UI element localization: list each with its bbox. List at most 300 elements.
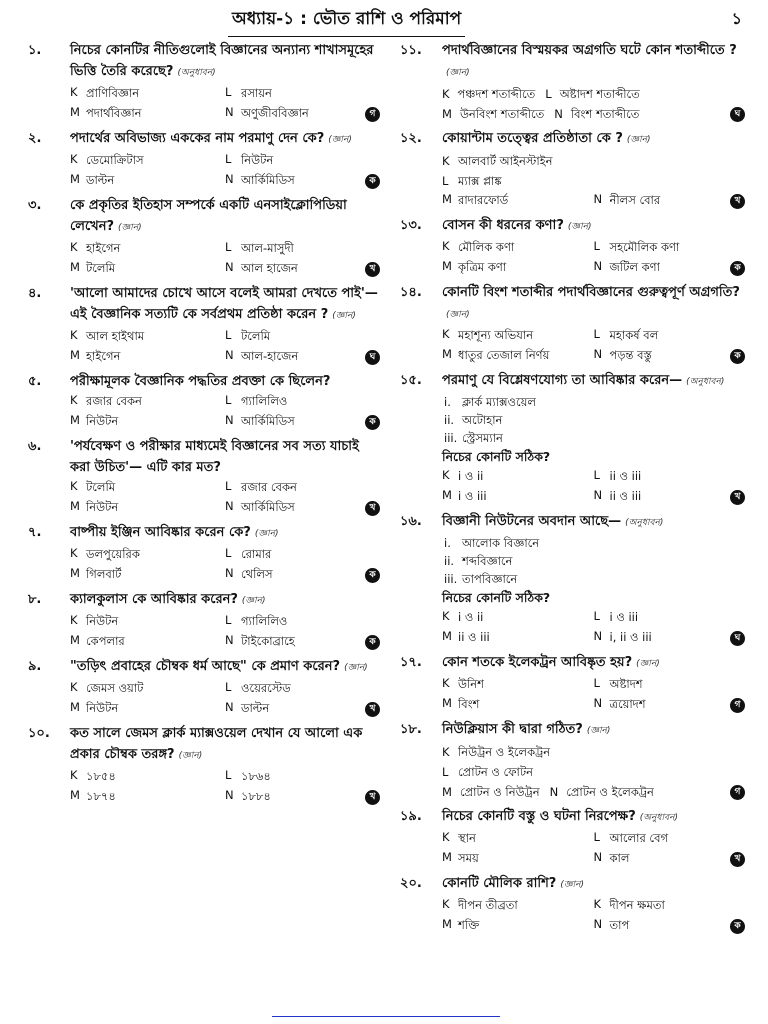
option-text: আর্কিমিডিস: [241, 499, 295, 514]
option-text: উনিশ: [458, 676, 484, 691]
question-number: ৪.: [28, 286, 42, 301]
option-line: [442, 171, 745, 191]
option-letter: K: [70, 239, 78, 254]
option-row: [70, 392, 380, 412]
question-text: [442, 40, 745, 84]
statement-number: iii.: [444, 431, 458, 445]
option: [442, 327, 594, 346]
option: [70, 260, 225, 279]
option: [442, 259, 594, 278]
option: [594, 192, 746, 211]
option-row: [70, 767, 380, 787]
question-body: [70, 436, 380, 518]
question-body: [70, 522, 380, 585]
question-number: ২০.: [400, 876, 422, 891]
option-text: টলেমি: [86, 479, 116, 494]
option-letter: L: [593, 467, 600, 482]
options: [442, 608, 745, 648]
option-letter: M: [70, 259, 80, 274]
option-text: জেমস ওয়াট: [86, 680, 144, 695]
option: [225, 152, 380, 171]
question-stem: পরীক্ষামূলক বৈজ্ঞানিক পদ্ধতির প্রবক্তা কে ছিলেন?: [70, 374, 331, 389]
option: [442, 239, 594, 258]
option: [594, 609, 746, 628]
question: [400, 40, 745, 124]
option: [70, 240, 225, 259]
question-stem: পদার্থের অবিভাজ্য এককের নাম পরমাণু দেন কে?: [70, 131, 325, 146]
option-text: উনবিংশ শতাব্দীতে: [459, 107, 545, 121]
option-letter: K: [442, 608, 450, 623]
option: [70, 788, 225, 807]
option-letter: N: [593, 258, 603, 273]
option-row: [442, 829, 745, 849]
option: [225, 768, 380, 787]
question-text: [70, 283, 380, 327]
option-letter: N: [593, 628, 603, 643]
question-stem: কোনটি মৌলিক রাশি?: [442, 876, 557, 891]
option-letter: L: [442, 765, 449, 779]
question-number: ১৪.: [400, 285, 422, 300]
question-number: ১০.: [28, 726, 50, 741]
difficulty-tag: (জ্ঞান): [446, 68, 470, 78]
options: [70, 612, 380, 652]
option: [70, 328, 225, 347]
option: [594, 897, 746, 916]
option: [594, 327, 746, 346]
option-text: আল-মাসুদী: [241, 240, 294, 255]
answer-badge: খ: [365, 790, 380, 805]
option-text: কেপলার: [86, 633, 125, 648]
option-letter: K: [70, 151, 78, 166]
option-row: [442, 628, 745, 648]
option-text: ডাল্টন: [86, 172, 115, 187]
option-row: [70, 347, 380, 367]
difficulty-tag: (জ্ঞান): [241, 596, 266, 606]
option-row: [70, 612, 380, 632]
footer-link[interactable]: [272, 996, 500, 1017]
option-letter: N: [593, 916, 603, 931]
difficulty-tag: (অনুধাবন): [177, 68, 216, 78]
statement-text: ক্লার্ক ম্যাক্সওয়েল: [462, 395, 536, 409]
option: [70, 613, 225, 632]
options: [442, 84, 745, 124]
option-text: তাপ: [609, 917, 630, 932]
option-text: ১৮৬৪: [241, 768, 271, 783]
question-stem: নিচের কোনটি বস্তু ও ঘটনা নিরপেক্ষ?: [442, 809, 636, 824]
option-letter: M: [442, 191, 452, 206]
option: [70, 413, 225, 432]
question-text: [70, 40, 380, 84]
option: [442, 676, 594, 695]
question-body: [70, 40, 380, 124]
option-text: টলেমি: [86, 260, 116, 275]
option-letter: N: [225, 259, 234, 274]
option-letter: L: [225, 84, 232, 99]
question-body: [442, 40, 745, 124]
options: [70, 392, 380, 432]
question-stem: পদার্থবিজ্ঞানের বিস্ময়কর অগ্রগতি ঘটে কোন শতাব্দীতে ?: [442, 43, 737, 58]
question: [28, 656, 380, 719]
option-text: নীলস বোর: [609, 192, 661, 207]
option-row: [442, 258, 745, 278]
option-text: i ও ii: [458, 468, 484, 483]
option: [225, 479, 380, 498]
option-row: [442, 675, 745, 695]
option-letter: M: [70, 787, 80, 802]
question: [400, 215, 745, 278]
option-text: থেলিস: [241, 566, 273, 581]
question-body: [442, 282, 745, 366]
option-text: ১৮৭৪: [86, 788, 116, 803]
option-text: ডাল্টন: [241, 700, 270, 715]
difficulty-tag: (জ্ঞান): [626, 135, 651, 145]
option-row: [70, 699, 380, 719]
option: [225, 633, 380, 652]
option-letter: K: [70, 478, 78, 493]
question-body: [70, 656, 380, 719]
option-letter: L: [442, 174, 449, 188]
statement-text: আলোক বিজ্ঞানে: [462, 536, 540, 550]
option-text: রজার বেকন: [241, 479, 297, 494]
option-letter: N: [593, 487, 603, 502]
statement: [442, 534, 745, 552]
question-text: [442, 370, 745, 393]
answer-badge: গ: [365, 107, 380, 122]
option-text: ১৮৫৪: [86, 768, 116, 783]
option: [594, 347, 746, 366]
option-letter: L: [225, 612, 232, 627]
difficulty-tag: (জ্ঞান): [446, 310, 470, 320]
question: [400, 128, 745, 211]
option: [594, 830, 746, 849]
option-letter: N: [549, 785, 559, 799]
option-letter: N: [225, 787, 234, 802]
answer-badge: ক: [365, 568, 380, 583]
option: [442, 609, 594, 628]
question-text: [70, 656, 380, 679]
statement: [442, 570, 745, 588]
option-letter: K: [442, 154, 450, 168]
question-number: ১৬.: [400, 514, 422, 529]
option-letter: M: [70, 412, 80, 427]
option-letter: K: [442, 829, 450, 844]
option-text: ধাতুর তেজাল নির্ণয়: [458, 347, 550, 362]
question-text: [70, 371, 380, 392]
answer-badge: ক: [730, 349, 745, 364]
difficulty-tag: (অনুধাবন): [686, 377, 725, 387]
difficulty-tag: (জ্ঞান): [118, 223, 142, 233]
option: [70, 172, 225, 191]
question: [28, 589, 380, 652]
option: [442, 850, 594, 869]
option: [442, 347, 594, 366]
statement-text: অটোহান: [462, 413, 503, 427]
question-text: [70, 589, 380, 612]
question-stem: "তড়িৎ প্রবাহের চৌম্বক ধর্ম আছে" কে প্রমাণ করেন?: [70, 659, 341, 674]
option-letter: N: [554, 107, 563, 121]
question-number: ১৩.: [400, 218, 422, 233]
option: [594, 629, 746, 648]
question-text: [442, 873, 745, 896]
option-letter: K: [442, 675, 450, 690]
option: [225, 260, 380, 279]
answer-badge: ঘ: [365, 350, 380, 365]
question: [400, 282, 745, 366]
option: [594, 696, 746, 715]
option-row: [442, 487, 745, 507]
options: [70, 767, 380, 807]
statement-number: ii.: [444, 413, 455, 427]
option-letter: M: [70, 104, 80, 119]
option-text: কাল: [609, 850, 630, 865]
question-number: ১৯.: [400, 809, 422, 824]
question-stem: নিচের কোনটির নীতিগুলোই বিজ্ঞানের অন্যান্য শাখাসমূহের ভিত্তি তৈরি করেছে?: [70, 43, 374, 79]
option-text: আর্কিমিডিস: [241, 172, 295, 187]
question: [400, 806, 745, 869]
option-row: [442, 896, 745, 916]
option-letter: N: [225, 632, 234, 647]
option-letter: K: [70, 392, 78, 407]
option-letter: N: [593, 346, 603, 361]
question-text: [442, 215, 745, 238]
options: [442, 151, 745, 211]
option-text: দীপন ক্ষমতা: [609, 897, 665, 912]
option-row: [70, 151, 380, 171]
option-letter: L: [225, 327, 232, 342]
option-text: নিউটন: [86, 613, 119, 628]
question-body: [70, 371, 380, 432]
option-letter: L: [593, 675, 600, 690]
question-number: ১৮.: [400, 722, 422, 737]
option: [442, 897, 594, 916]
option: [225, 393, 380, 412]
options: [70, 84, 380, 124]
question: [400, 873, 745, 936]
option-letter: L: [225, 151, 232, 166]
option-text: টলেমি: [241, 328, 271, 343]
option-row: [442, 326, 745, 346]
option-text: প্রোটন ও ফোটন: [458, 765, 534, 779]
option-letter: M: [70, 171, 80, 186]
answer-badge: ক: [365, 635, 380, 650]
option-letter: K: [442, 238, 450, 253]
option-row: [70, 259, 380, 279]
question-text: [70, 128, 380, 151]
question-body: [442, 806, 745, 869]
option-text: নিউটন: [86, 413, 119, 428]
option-line: [442, 84, 745, 104]
option: [442, 629, 594, 648]
option: [225, 613, 380, 632]
page-number: ১: [731, 9, 742, 28]
option-text: গিলবার্ট: [86, 566, 122, 581]
option-row: [70, 171, 380, 191]
question-number: ৭.: [28, 525, 42, 540]
question-number: ১১.: [400, 43, 422, 58]
option-text: নিউটন: [86, 700, 119, 715]
option-letter: K: [442, 326, 450, 341]
option-line: [442, 782, 745, 802]
option-row: [442, 695, 745, 715]
statement-text: তাপবিজ্ঞানে: [462, 572, 518, 586]
question-text: [442, 806, 745, 829]
option-text: অষ্টাদশ শতাব্দীতে: [559, 87, 640, 101]
option-text: i ও iii: [458, 488, 487, 503]
option: [594, 676, 746, 695]
option-letter: N: [593, 849, 603, 864]
option-text: আলোর বেগ: [609, 830, 669, 845]
difficulty-tag: (অনুধাবন): [639, 813, 678, 823]
option-row: [70, 412, 380, 432]
answer-badge: খ: [730, 194, 745, 209]
option: [70, 393, 225, 412]
option-text: সময়: [458, 850, 479, 865]
option-text: দীপন তীব্রতা: [458, 897, 518, 912]
question: [400, 370, 745, 507]
option: [225, 499, 380, 518]
question-text: [442, 282, 745, 326]
option: [70, 546, 225, 565]
statement: [442, 429, 745, 447]
option-text: আল-হাজেন: [241, 348, 299, 363]
option-text: রসায়ন: [241, 85, 272, 100]
option: [594, 917, 746, 936]
question-stem: কে প্রকৃতির ইতিহাস সম্পর্কে একটি এনসাইক্লোপিডিয়া লেখেন?: [70, 198, 347, 234]
question-body: [442, 652, 745, 715]
question-number: ৬.: [28, 439, 42, 454]
answer-badge: গ: [730, 698, 745, 713]
option-letter: L: [225, 478, 232, 493]
option-row: [70, 632, 380, 652]
difficulty-tag: (জ্ঞান): [560, 880, 584, 890]
option-letter: M: [70, 699, 80, 714]
difficulty-tag: (জ্ঞান): [344, 663, 368, 673]
option-text: হাইগেন: [86, 348, 121, 363]
option-text: i ও iii: [609, 609, 639, 624]
answer-badge: ক: [365, 415, 380, 430]
option: [225, 85, 380, 104]
option-letter: M: [70, 498, 80, 513]
option: [442, 830, 594, 849]
options: [442, 675, 745, 715]
question-stem: বাষ্পীয় ইঞ্জিন আবিষ্কার করেন কে?: [70, 525, 251, 540]
option-letter: L: [593, 238, 600, 253]
option-letter: M: [442, 107, 452, 121]
option-text: শক্তি: [458, 917, 480, 932]
option-text: আল হাইথাম: [86, 328, 145, 343]
statement-number: iii.: [444, 572, 458, 586]
options: [442, 238, 745, 278]
answer-badge: খ: [730, 490, 745, 505]
question: [28, 40, 380, 124]
question-number: ৯.: [28, 659, 42, 674]
option-text: মৌলিক কণা: [458, 239, 515, 254]
options: [70, 327, 380, 367]
option-row: [442, 608, 745, 628]
options: [70, 679, 380, 719]
option-letter: N: [593, 191, 603, 206]
difficulty-tag: (অনুধাবন): [625, 518, 664, 528]
option-row: [442, 916, 745, 936]
option-letter: K: [70, 679, 78, 694]
option: [70, 680, 225, 699]
option-letter: M: [442, 487, 452, 502]
option-text: পঞ্চদশ শতাব্দীতে: [457, 87, 536, 101]
option: [442, 468, 594, 487]
question-number: ১.: [28, 43, 42, 58]
question-body: [442, 215, 745, 278]
question-stem: পরমাণু যে বিশ্লেষণযোগ্য তা আবিষ্কার করেন—: [442, 373, 683, 388]
option: [594, 239, 746, 258]
question: [28, 128, 380, 191]
question-body: [70, 589, 380, 652]
options: [442, 742, 745, 802]
option-letter: M: [70, 632, 80, 647]
option-letter: M: [442, 916, 452, 931]
option-letter: N: [225, 347, 234, 362]
option-text: রোমার: [241, 546, 272, 561]
question-body: [442, 511, 745, 648]
right-column: [400, 40, 745, 940]
option: [70, 85, 225, 104]
question-body: [442, 873, 745, 936]
option: [442, 696, 594, 715]
option-row: [442, 849, 745, 869]
option-letter: K: [442, 896, 450, 911]
difficulty-tag: (জ্ঞান): [332, 311, 356, 321]
option-text: ii ও iii: [609, 488, 642, 503]
difficulty-tag: (জ্ঞান): [567, 222, 592, 232]
option-line: [442, 104, 745, 124]
option-letter: K: [70, 327, 78, 342]
option-letter: L: [225, 545, 232, 560]
answer-badge: ক: [730, 919, 745, 934]
option-text: আর্কিমিডিস: [241, 413, 295, 428]
option-text: রাদারফোর্ড: [458, 192, 509, 207]
option: [594, 488, 746, 507]
option-row: [442, 238, 745, 258]
option-text: পড়ন্ত বস্তু: [609, 347, 652, 362]
option: [225, 413, 380, 432]
option-text: অণুজীববিজ্ঞান: [241, 105, 309, 120]
question-body: [70, 283, 380, 367]
options: [70, 545, 380, 585]
question-stem: বিজ্ঞানী নিউটনের অবদান আছে—: [442, 514, 622, 529]
statement-number: i.: [444, 395, 451, 409]
option-text: মহাশূন্য অভিযান: [458, 327, 534, 342]
option-line: [442, 151, 745, 171]
question: [28, 723, 380, 807]
options: [442, 896, 745, 936]
question-stem: 'পর্যবেক্ষণ ও পরীক্ষার মাধ্যমেই বিজ্ঞানের সব সত্য যাচাই করা উচিত'— এটি কার মত?: [70, 439, 359, 475]
option-row: [70, 545, 380, 565]
option-letter: M: [442, 258, 452, 273]
option-text: পদার্থবিজ্ঞান: [86, 105, 142, 120]
option-text: i ও ii: [458, 609, 484, 624]
answer-badge: ঘ: [730, 631, 745, 646]
option-letter: N: [225, 171, 234, 186]
option-text: জটিল কণা: [609, 259, 660, 274]
option: [70, 348, 225, 367]
question-stem: কোন শতকে ইলেকট্রন আবিষ্কৃত হয়?: [442, 655, 633, 670]
option-text: ডেমোক্রিটাস: [86, 152, 144, 167]
option-letter: M: [442, 785, 452, 799]
page-header: [0, 4, 768, 36]
option-text: প্রোটন ও নিউট্রন: [459, 785, 540, 799]
option-text: ii ও iii: [458, 629, 490, 644]
option-row: [70, 498, 380, 518]
question-body: [70, 195, 380, 279]
